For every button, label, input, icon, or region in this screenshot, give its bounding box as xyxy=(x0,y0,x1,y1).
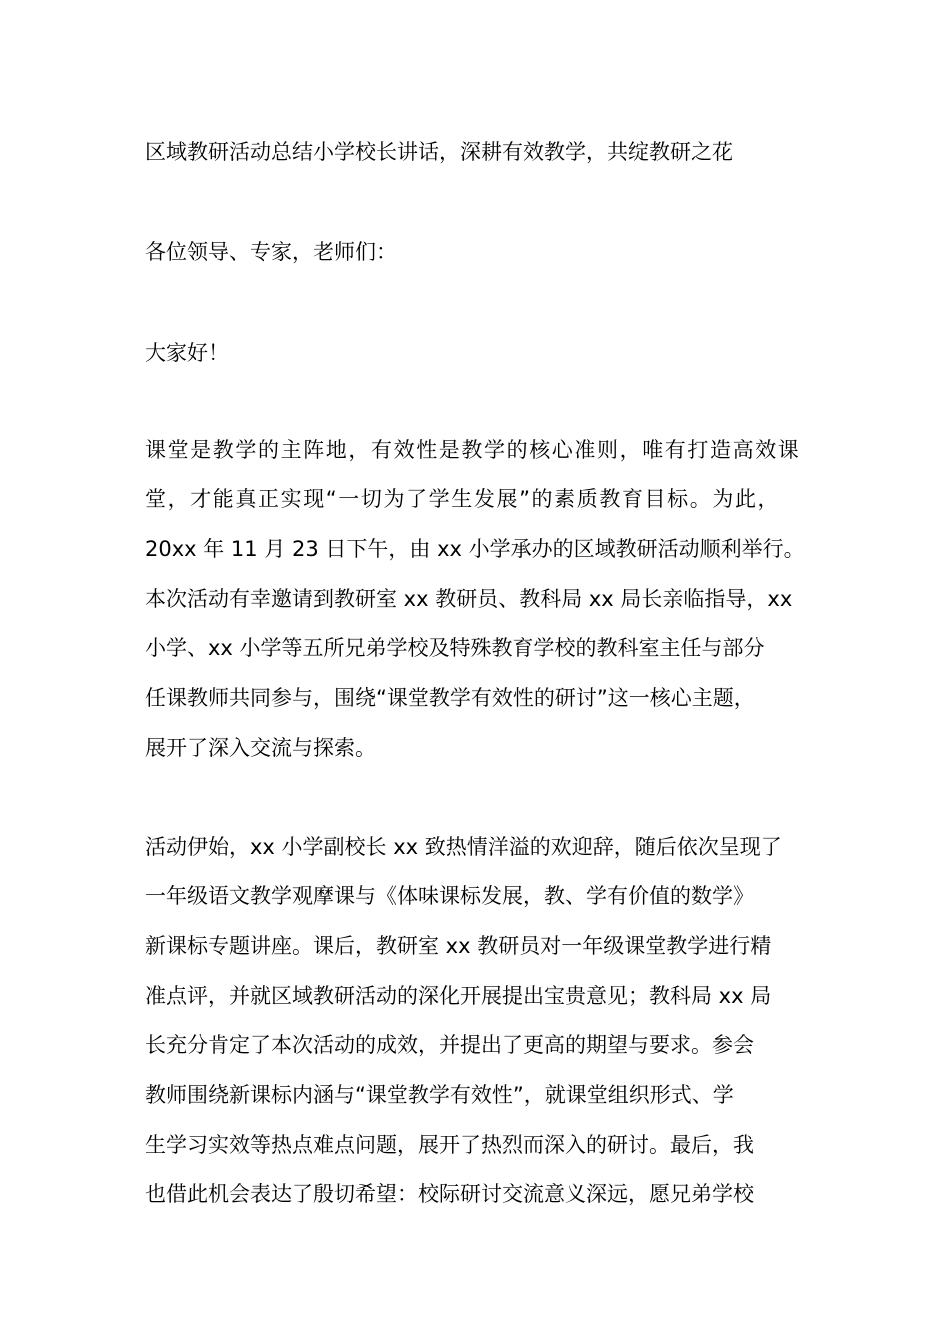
paragraph-line: 课堂是教学的主阵地，有效性是教学的核心准则，唯有打造高效课 xyxy=(145,438,801,462)
paragraph-line: 新课标专题讲座。课后，教研室 xx 教研员对一年级课堂教学进行精 xyxy=(145,934,772,958)
paragraph-line: 小学、xx 小学等五所兄弟学校及特殊教育学校的教科室主任与部分 xyxy=(145,636,765,660)
document-page xyxy=(145,0,830,1344)
paragraph-line: 准点评，并就区域教研活动的深化开展提出宝贵意见；教科局 xx 局 xyxy=(145,984,772,1008)
paragraph-line: 活动伊始，xx 小学副校长 xx 致热情洋溢的欢迎辞，随后依次呈现了 xyxy=(145,835,782,859)
document-title: 区域教研活动总结小学校长讲话，深耕有效教学，共绽教研之花 xyxy=(145,140,733,164)
paragraph-line: 一年级语文教学观摩课与《体味课标发展，教、学有价值的数学》 xyxy=(145,884,754,908)
paragraph-line: 教师围绕新课标内涵与“课堂教学有效性”，就课堂组织形式、学 xyxy=(145,1083,734,1107)
paragraph-line: 生学习实效等热点难点问题，展开了热烈而深入的研讨。最后，我 xyxy=(145,1133,754,1157)
salutation: 各位领导、专家，老师们： xyxy=(145,240,397,264)
paragraph-line: 本次活动有幸邀请到教研室 xx 教研员、教科局 xx 局长亲临指导，xx xyxy=(145,587,793,611)
paragraph-line: 20xx 年 11 月 23 日下午，由 xx 小学承办的区域教研活动顺利举行。 xyxy=(145,537,805,561)
paragraph-line: 堂，才能真正实现“一切为了学生发展”的素质教育目标。为此， xyxy=(145,487,781,511)
paragraph-line: 也借此机会表达了殷切希望：校际研讨交流意义深远，愿兄弟学校 xyxy=(145,1182,754,1206)
paragraph-line: 长充分肯定了本次活动的成效，并提出了更高的期望与要求。参会 xyxy=(145,1033,754,1057)
paragraph-line: 展开了深入交流与探索。 xyxy=(145,736,376,760)
paragraph-line: 任课教师共同参与，围绕“课堂教学有效性的研讨”这一核心主题， xyxy=(145,686,755,710)
greeting: 大家好！ xyxy=(145,341,229,365)
